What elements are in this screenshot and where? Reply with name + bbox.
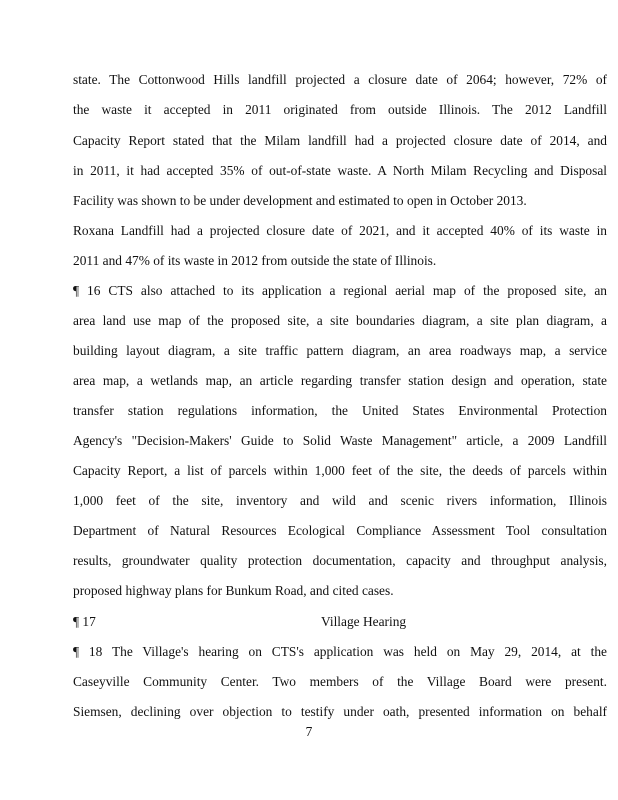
text-line: results, groundwater quality protection documentation, capacity and throughput analysis, [73,553,607,568]
text-line: ¶ 16 CTS also attached to its application a regional aerial map of the proposed site, an [73,283,607,298]
text-line: area land use map of the proposed site, a site boundaries diagram, a site plan diagram, a [73,313,607,328]
text-line: Capacity Report, a list of parcels within 1,000 feet of the site, the deeds of parcels within [73,463,607,478]
text-line: ¶ 18 The Village's hearing on CTS's application was held on May 29, 2014, at the [73,644,607,659]
text-line: area map, a wetlands map, an article regarding transfer station design and operation, state [73,373,607,388]
text-line: Agency's "Decision-Makers' Guide to Solid Waste Management" article, a 2009 Landfill [73,433,607,448]
text-line: Department of Natural Resources Ecological Compliance Assessment Tool consultation [73,523,607,538]
text-line: proposed highway plans for Bunkum Road, and cited cases. [73,583,394,598]
text-line: in 2011, it had accepted 35% of out-of-state waste. A North Milam Recycling and Disposal [73,163,607,178]
text-line: 1,000 feet of the site, inventory and wild and scenic rivers information, Illinois [73,493,607,508]
text-line: 2011 and 47% of its waste in 2012 from outside the state of Illinois. [73,253,437,268]
text-line: Siemsen, declining over objection to testify under oath, presented information on behalf [73,704,607,719]
text-line: Facility was shown to be under development and estimated to open in October 2013. [73,193,527,208]
text-line: Capacity Report stated that the Milam landfill had a projected closure date of 2014, and [73,133,607,148]
text-line: Caseyville Community Center. Two members of the Village Board were present. [73,674,607,689]
text-line: state. The Cottonwood Hills landfill projected a closure date of 2064; however, 72% of [73,72,607,87]
text-line: building layout diagram, a site traffic pattern diagram, an area roadways map, a service [73,343,607,358]
text-line: the waste it accepted in 2011 originated from outside Illinois. The 2012 Landfill [73,102,607,117]
text-line: transfer station regulations information, the United States Environmental Protection [73,403,607,418]
section-heading [73,614,607,630]
heading-paragraph-mark: ¶ 17 [73,614,96,629]
page-number: 7 [305,724,313,739]
heading-title: Village Hearing [321,614,407,629]
text-line: Roxana Landfill had a projected closure date of 2021, and it accepted 40% of its waste in [73,223,607,238]
